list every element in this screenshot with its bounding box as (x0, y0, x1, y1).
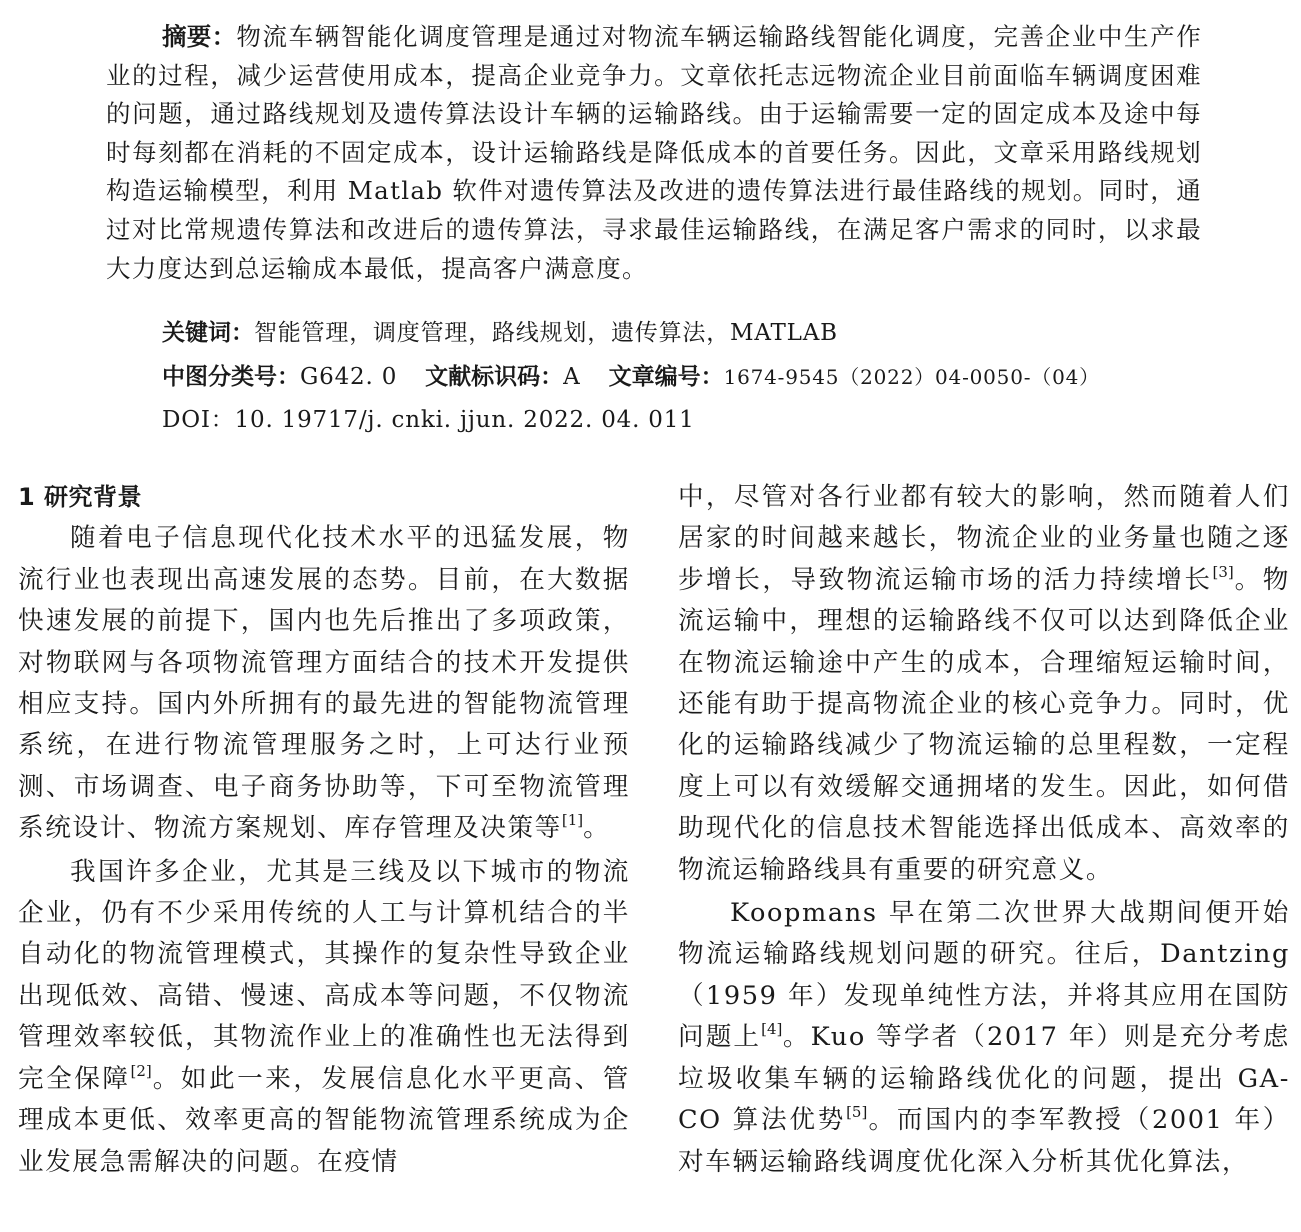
doc-code-value: A (563, 364, 581, 390)
citation-2: [2] (130, 1061, 152, 1080)
doc-code-label: 文献标识码： (425, 364, 564, 390)
right-column (678, 477, 1290, 1183)
paragraph-1 (18, 518, 630, 849)
paragraph-2-text-d: 。物流运输中，理想的运输路线不仅可以达到降低企业在物流运输途中产生的成本，合理缩短运输时间，还能有助于提高物流企业的核心竞争力。同时，优化的运输路线减少了物流运输的总里程数，一定程度上可以有效缓解交通拥堵的发生。因此，如何借助现代化的信息技术智能选择出低成本、高效率的物流运输路线具有重要的研究意义。 (678, 564, 1290, 885)
paragraph-3 (678, 893, 1290, 1183)
clc-label: 中图分类号： (162, 364, 300, 390)
paragraph-2 (18, 852, 630, 1183)
paragraph-2-text-c: 中，尽管对各行业都有较大的影响，然而随着人们居家的时间越来越长，物流企业的业务量也随之逐步增长，导致物流运输市场的活力持续增长 (678, 482, 1290, 595)
paragraph-2-text-a: 我国许多企业，尤其是三线及以下城市的物流企业，仍有不少采用传统的人工与计算机结合的半自动化的物流管理模式，其操作的复杂性导致企业出现低效、高错、慢速、高成本等问题，不仅物流管理效率较低，其物流作业上的准确性也无法得到完全保障 (18, 856, 630, 1094)
paragraph-3-text-b: 。Kuo 等学者（2017 年）则是充分考虑垃圾收集车辆的运输路线优化的问题，提出 GA-CO 算法优势 (678, 1022, 1290, 1136)
paragraph-1-text: 随着电子信息现代化技术水平的迅猛发展，物流行业也表现出高速发展的态势。目前，在大数据快速发展的前提下，国内也先后推出了多项政策，对物联网与各项物流管理方面结合的技术开发提供相应支持。国内外所拥有的最先进的智能物流管理系统，在进行物流管理服务之时，上可达行业预测、市场调查、电子商务协助等，下可至物流管理系统设计、物流方案规划、库存管理及决策等 (18, 523, 630, 844)
abstract-label: 摘要： (162, 22, 237, 51)
paragraph-2-text-b: 。如此一来，发展信息化水平更高、管理成本更低、效率更高的智能物流管理系统成为企业发展急需解决的问题。在疫情 (18, 1063, 630, 1177)
citation-1: [1] (561, 811, 584, 830)
keywords-text: 智能管理，调度管理，路线规划，遗传算法，MATLAB (254, 320, 838, 346)
paragraph-3-text-c: 。而国内的李军教授（2001 年）对车辆运输路线调度优化深入分析其优化算法， (678, 1105, 1290, 1177)
section-heading: 1 研究背景 (18, 483, 143, 511)
citation-5: [5] (846, 1103, 868, 1122)
classification-line (162, 358, 1100, 391)
abstract-text: 物流车辆智能化调度管理是通过对物流车辆运输路线智能化调度，完善企业中生产作业的过程，减少运营使用成本，提高企业竞争力。文章依托志远物流企业目前面临车辆调度困难的问题，通过路线规划及遗传算法设计车辆的运输路线。由于运输需要一定的固定成本及途中每时每刻都在消耗的不固定成本，设计运输路线是降低成本的首要任务。因此，文章采用路线规划构造运输模型，利用 Matlab 软件对遗传算法及改进的遗传算法进行最佳路线的规划。同时，通过对比常规遗传算法和改进后的遗传算法，寻求最佳运输路线，在满足客户需求的同时，以求最大力度达到总运输成本最低，提高客户满意度。 (106, 22, 1202, 283)
article-no-label: 文章编号： (608, 364, 724, 390)
abstract (106, 18, 1202, 288)
keywords-label: 关键词： (162, 320, 254, 346)
keywords-line (162, 314, 838, 347)
article-no-value: 1674-9545（2022）04-0050-（04） (723, 365, 1100, 389)
doi-line (162, 401, 695, 434)
paragraph-1-end: 。 (583, 813, 611, 844)
clc-value: G642. 0 (300, 364, 398, 390)
citation-4: [4] (761, 1020, 783, 1039)
citation-3: [3] (1212, 562, 1234, 581)
paragraph-3-text-a: Koopmans 早在第二次世界大战期间便开始物流运输路线规划问题的研究。往后，Dantzing（1959 年）发现单纯性方法，并将其应用在国防问题上 (678, 898, 1290, 1053)
paragraph-2-continued (678, 477, 1290, 891)
doi: DOI：10. 19717/j. cnki. jjun. 2022. 04. 011 (162, 407, 695, 433)
left-column (18, 477, 630, 1183)
